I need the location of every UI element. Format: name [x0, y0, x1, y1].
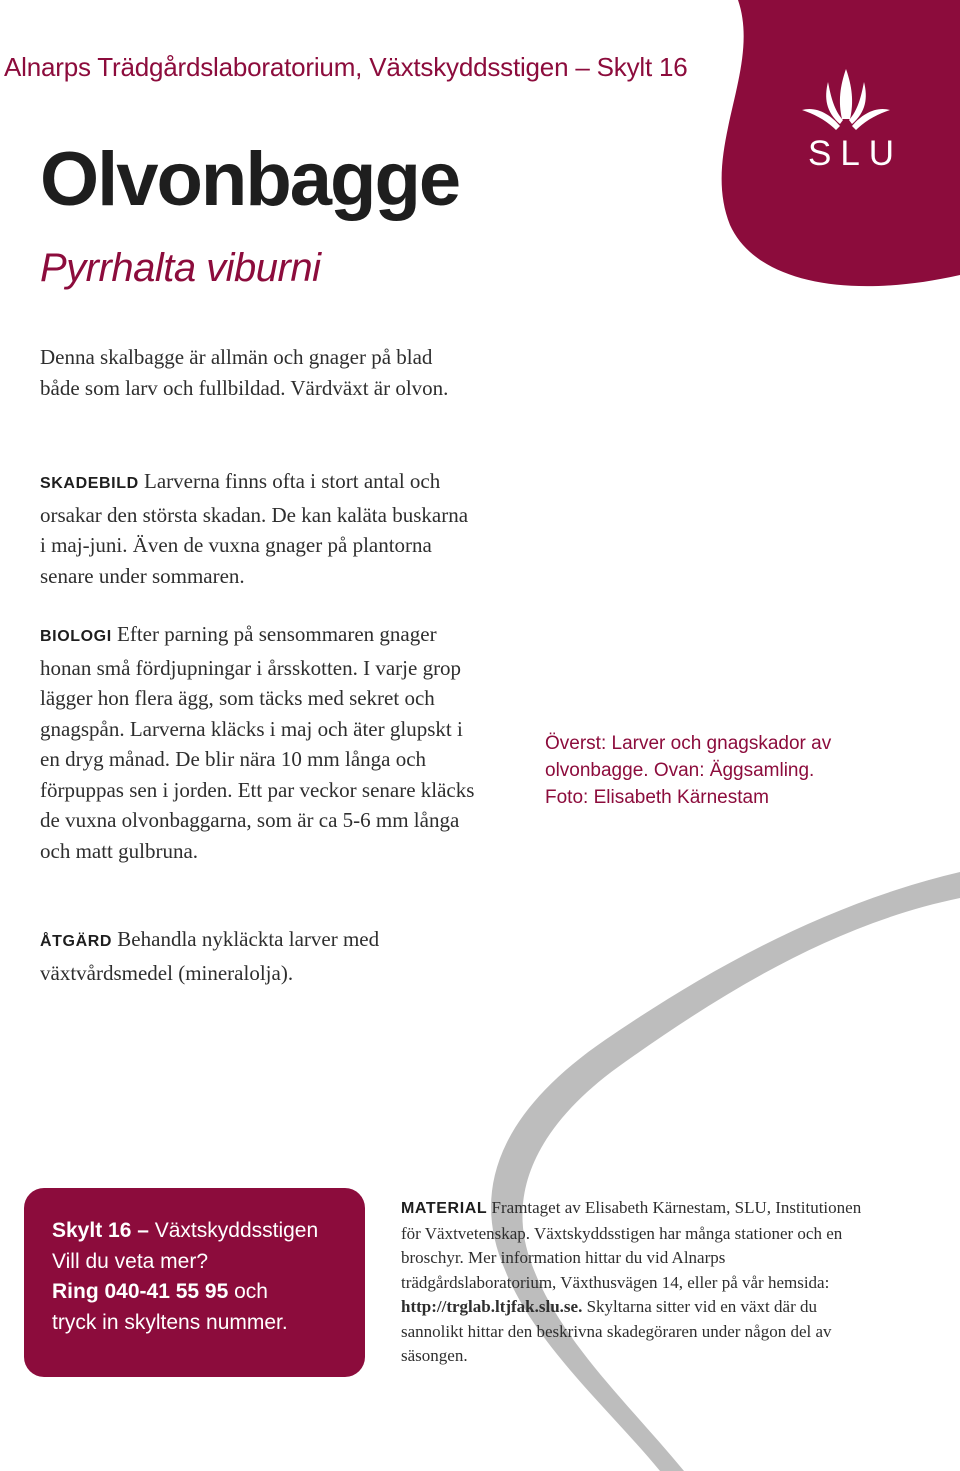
atgard-paragraph: [40, 924, 465, 988]
slu-logo-text: SLU: [808, 134, 904, 173]
material-label: MATERIAL: [401, 1200, 488, 1217]
material-text-end: Skyltarna sitter vid en växt där du sannolikt hittar den beskrivna skadegöraren under någon del av säsongen.: [401, 1297, 832, 1365]
skadebild-paragraph: [40, 466, 470, 591]
atgard-text: Behandla nykläckta larver med växtvårdsmedel (mineralolja).: [40, 927, 380, 985]
page-title: Olvonbagge: [40, 137, 460, 222]
material-paragraph: [401, 1196, 881, 1369]
info-question: Vill du veta mer?: [52, 1249, 209, 1273]
info-instruction: tryck in skyltens nummer.: [52, 1310, 288, 1334]
info-phone-bold: Ring 040-41 55 95: [52, 1280, 229, 1303]
info-sign-line: [52, 1216, 365, 1247]
biologi-label: BIOLOGI: [40, 628, 112, 645]
header-line: Alnarps Trädgårdslaboratorium, Växtskyddsstigen – Skylt 16: [4, 52, 688, 82]
website-link[interactable]: http://trglab.ltjfak.slu.se.: [401, 1297, 583, 1316]
biologi-paragraph: [40, 619, 485, 866]
info-box: [24, 1188, 365, 1377]
atgard-label: ÅTGÄRD: [40, 933, 113, 950]
biologi-text: Efter parning på sensommaren gnager honan små fördjupningar i årsskotten. I varje grop lägger hon flera ägg, som täcks med sekret och gnagspån. Larverna kläcks i maj och äter glupskt i en dryg månad. De blir nära 10 mm långa och förpuppas sen i jorden. Ett par veckor senare kläcks de vuxna olvonbaggarna, som är ca 5-6 mm långa och matt gulbruna.: [40, 622, 475, 863]
slu-logo-icon: [796, 64, 896, 139]
skadebild-text: Larverna finns ofta i stort antal och orsakar den största skadan. De kan kaläta buskarna i maj-juni. Även de vuxna gnager på plantorna senare under sommaren.: [40, 469, 469, 588]
info-sign-rest: Växtskyddsstigen: [148, 1219, 319, 1242]
info-phone-line: [52, 1277, 365, 1308]
info-phone-rest: och: [228, 1280, 268, 1303]
info-sign-bold: Skylt 16 –: [52, 1219, 149, 1242]
skadebild-label: SKADEBILD: [40, 475, 139, 492]
material-text: Framtaget av Elisabeth Kärnestam, SLU, Institutionen för Växtvetenskap. Växtskyddsstigen har många stationer och en broschyr. Mer information hittar du vid Alnarps trädgårdslaboratorium, Växthusvägen 14, eller på vår hemsida:: [401, 1198, 862, 1292]
gray-swoosh: [491, 872, 960, 1471]
photo-caption: Överst: Larver och gnagskador av olvonbagge. Ovan: Äggsamling. Foto: Elisabeth Kärnestam: [545, 733, 832, 808]
intro-paragraph: Denna skalbagge är allmän och gnager på blad både som larv och fullbildad. Värdväxt är olvon.: [40, 345, 449, 400]
latin-name: Pyrrhalta viburni: [40, 246, 321, 290]
